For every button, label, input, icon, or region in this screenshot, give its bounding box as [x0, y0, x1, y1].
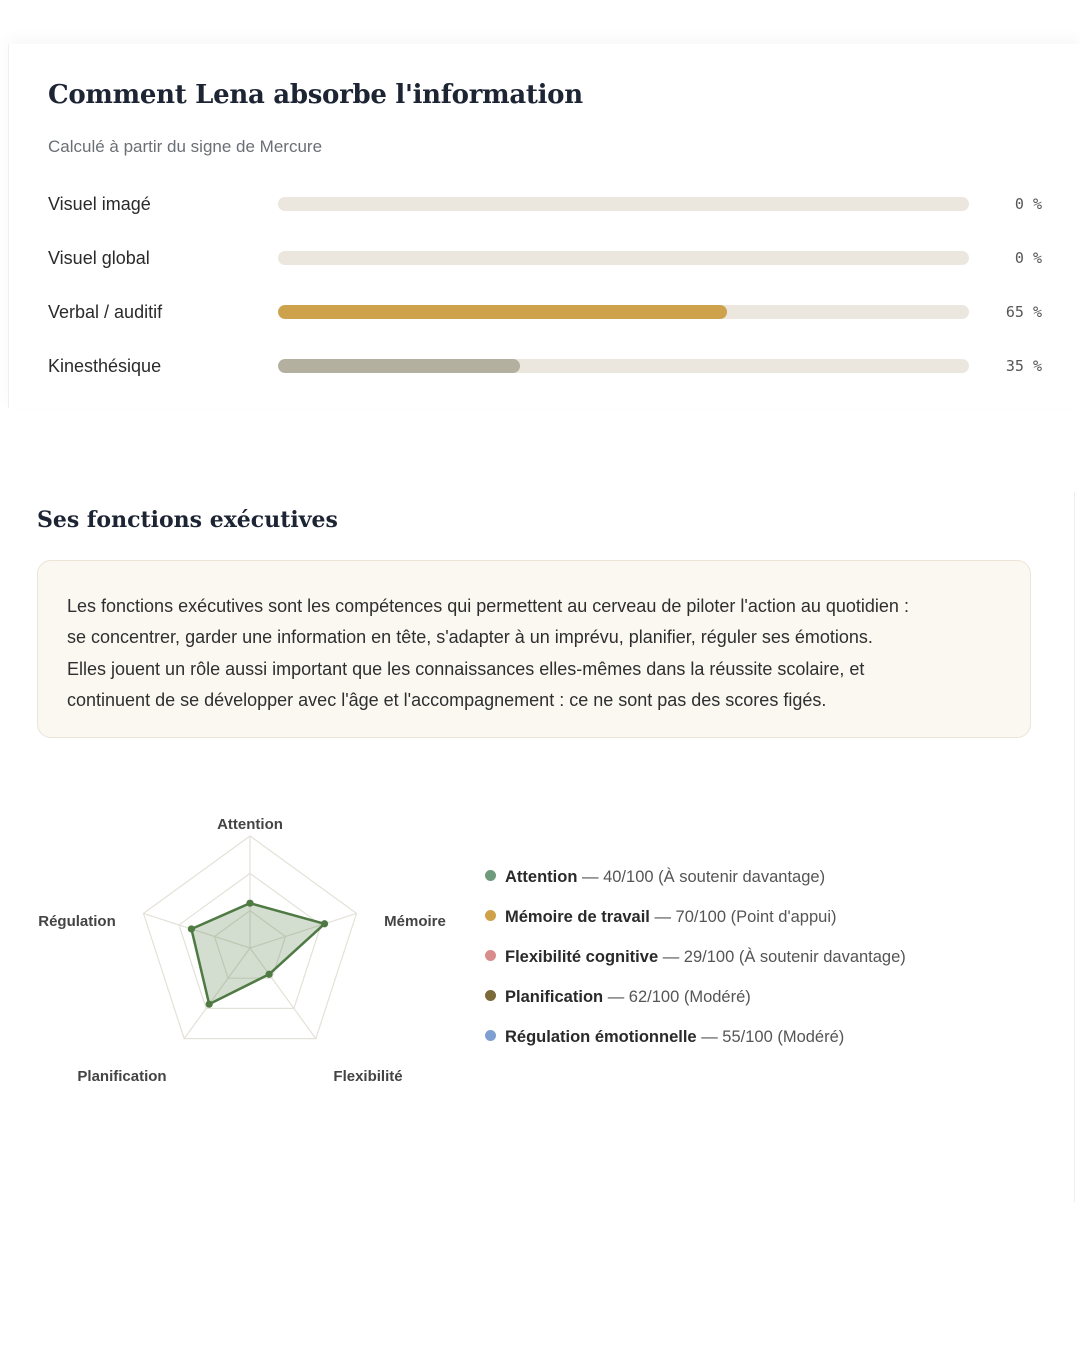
radar-svg	[0, 800, 480, 1100]
bar-percent: 65 %	[1005, 303, 1042, 321]
bar-row-visuel-global	[0, 243, 1080, 273]
legend-item-flexibilite	[485, 948, 906, 988]
info-line: se concentrer, garder une information en tête, s'adapter à un imprévu, planifier, réguler ses émotions.	[67, 627, 873, 648]
bar-track	[278, 359, 969, 373]
legend-item-attention	[485, 868, 906, 908]
info-line: Les fonctions exécutives sont les compétences qui permettent au cerveau de piloter l'action au quotidien :	[67, 596, 909, 616]
legend-detail: — 55/100 (Modéré)	[696, 1028, 845, 1046]
legend-name: Attention	[505, 868, 578, 886]
learning-style-subtitle: Calculé à partir du signe de Mercure	[48, 137, 323, 156]
radar-axis-label: Attention	[217, 816, 283, 833]
radar-data-point	[206, 1001, 213, 1008]
bar-row-visuel-image	[0, 189, 1080, 219]
legend-name: Flexibilité cognitive	[505, 948, 659, 966]
info-line: Elles jouent un rôle aussi important que les connaissances elles-mêmes dans la réussite scolaire, et	[67, 658, 865, 679]
legend-dot	[485, 950, 496, 961]
radar-axis-label: Régulation	[38, 913, 116, 930]
legend-item-planification	[485, 988, 906, 1028]
legend-dot	[485, 1030, 496, 1041]
bar-track	[278, 197, 969, 211]
executive-functions-info-box	[37, 560, 1031, 738]
radar-axis-label: Mémoire	[384, 913, 446, 930]
bar-label: Verbal / auditif	[48, 302, 163, 322]
radar-axis-label: Flexibilité	[333, 1068, 403, 1085]
bar-label: Visuel imagé	[48, 194, 151, 214]
bar-row-verbal-auditif	[0, 297, 1080, 327]
radar-data-point	[188, 925, 195, 932]
legend-detail: — 29/100 (À soutenir davantage)	[658, 948, 906, 966]
legend-detail: — 62/100 (Modéré)	[603, 988, 751, 1006]
section-border	[1074, 492, 1075, 1202]
bar-row-kinesthesique	[0, 351, 1080, 381]
legend-item-memoire	[485, 908, 906, 948]
bar-percent: 0 %	[1014, 249, 1042, 267]
bar-track	[278, 305, 969, 319]
executive-functions-title: Ses fonctions exécutives	[37, 507, 338, 533]
bar-track	[278, 251, 969, 265]
radar-axis-label: Planification	[77, 1068, 167, 1085]
bar-percent: 0 %	[1014, 195, 1042, 213]
legend-dot	[485, 990, 496, 1001]
learning-style-title: Comment Lena absorbe l'information	[48, 80, 583, 110]
legend-dot	[485, 910, 496, 921]
legend-name: Mémoire de travail	[505, 908, 650, 926]
legend-name: Planification	[505, 988, 604, 1006]
legend-dot	[485, 870, 496, 881]
bar-percent: 35 %	[1005, 357, 1042, 375]
bar-label: Visuel global	[48, 248, 150, 268]
radar-data-polygon	[191, 903, 324, 1004]
bar-label: Kinesthésique	[48, 356, 162, 376]
radar-data-point	[321, 920, 328, 927]
legend-name: Régulation émotionnelle	[505, 1028, 697, 1046]
bar-fill	[278, 359, 520, 373]
radar-data-point	[265, 971, 272, 978]
info-line: continuent de se développer avec l'âge et l'accompagnement : ce ne sont pas des scores figés.	[67, 689, 827, 710]
legend-item-regulation	[485, 1028, 906, 1068]
bar-fill	[278, 305, 727, 319]
radar-chart	[0, 800, 480, 1100]
legend-detail: — 40/100 (À soutenir davantage)	[577, 868, 826, 886]
legend-detail: — 70/100 (Point d'appui)	[649, 908, 837, 926]
executive-functions-legend	[485, 868, 906, 1068]
radar-data-point	[246, 900, 253, 907]
